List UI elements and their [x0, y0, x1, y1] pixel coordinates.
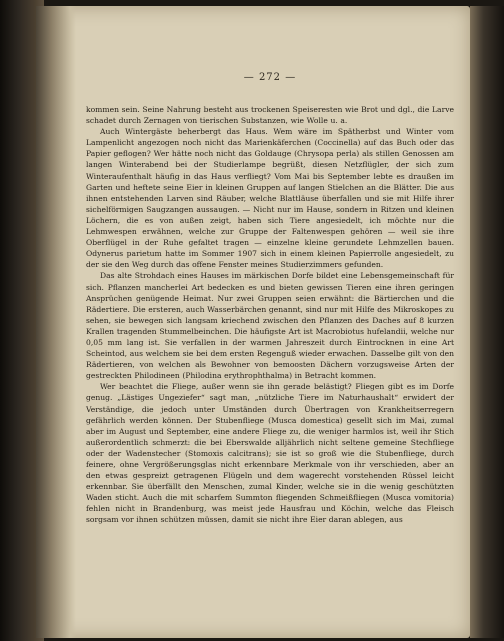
paragraph-3: Das alte Strohdach eines Hauses im märkischen Dorfe bildet eine Lebensgemeinschaft für sich. Pflanzen mancherlei Art bedecken es und bieten gewissen Tieren eine ihren geringen Ansprüchen genügende Heimat. Nur zwei Gruppen seien erwähnt: die Bärtierchen und die Rädertiere. Die ersteren, auch Wasserbärchen genannt, sind nur mit Hilfe des Mikroskopes zu sehen, sie bewegen sich langsam kriechend zwischen den Pflanzen des Daches auf 8 kurzen Krallen tragenden Stummelbeinchen. Die häufigste Art ist Macrobiotus hufelandii, welche nur 0,05 mm lang ist. Sie verfallen in der warmen Jahreszeit durch Eintrocknen in eine Art Scheintod, aus welchem sie bei dem ersten Regenguß wieder erwachen. Dasselbe gilt von den Rädertieren, von welchen als Bewohner von bemoosten Dächern vorzugsweise Arten der gestreckten Philodineen (Philodina erythrophthalma) in Betracht kommen.	[86, 271, 454, 381]
page-number: — 272 —	[243, 72, 297, 83]
book-edge-right	[470, 6, 504, 638]
paragraph-1: kommen sein. Seine Nahrung besteht aus trockenen Speiseresten wie Brot und dgl., die Larve schadet durch Zernagen von tierischen Substanzen, wie Wolle u. a.	[86, 105, 454, 126]
page-body	[86, 104, 454, 526]
paragraph-4: Wer beachtet die Fliege, außer wenn sie ihn gerade belästigt? Fliegen gibt es im Dorfe genug. „Lästiges Ungeziefer“ sagt man, „nützliche Tiere im Naturhaushalt“ erwidert der Verständige, die jedoch unter Umständen durch Übertragen von Krankheitserregern gefährlich werden können. Der Stubenfliege (Musca domestica) gesellt sich im Mai, zumal aber im August und September, eine andere Fliege zu, die weniger harmlos ist, weil ihr Stich außerordentlich schmerzt: die bei Eberswalde alljährlich nicht seltene gemeine Stechfliege oder der Wadenstecher (Stomoxis calcitrans); sie ist so groß wie die Stubenfliege, durch feinere, ohne Vergrößerungsglas nicht erkennbare Merkmale von ihr verschieden, aber an den etwas gespreizt getragenen Flügeln und dem wagerecht vorstehenden Rüssel leicht erkennbar. Sie überfällt den Menschen, zumal Kinder, welche sie in die wenig geschützten Waden sticht. Auch die mit scharfem Summton fliegenden Schmeißfliegen (Musca vomitoria) fehlen nicht in Brandenburg, was meist jede Hausfrau und Köchin, welche das Fleisch sorgsam vor ihnen schützen müssen, damit sie nicht ihre Eier daran ablegen, aus	[86, 382, 454, 525]
paragraph-2: Auch Wintergäste beherbergt das Haus. Wem wäre im Spätherbst und Winter vom Lampenlicht angezogen noch nicht das Marienkäferchen (Coccinella) auf das Buch oder das Papier geflogen? Wer hätte noch nicht das Goldauge (Chrysopa perla) als stillen Genossen am langen Winterabend bei der Studierlampe begrüßt, diesen Netzflügler, der sich zum Winteraufenthalt häufig in das Haus verfliegt? Vom Mai bis September lebte es draußen im Garten und heftete seine Eier in kleinen Gruppen auf langen Stielchen an die Blätter. Die aus ihnen entstehenden Larven sind Räuber, welche Blattläuse überfallen und sie mit Hilfe ihrer sichelförmigen Saugzangen aussaugen. — Nicht nur im Hause, sondern in Ritzen und kleinen Löchern, die es von außen zeigt, haben sich Tiere angesiedelt, ich möchte nur die Lehmwespen erwähnen, welche zur Gruppe der Faltenwespen gehören — weil sie ihre Oberflügel in der Ruhe gefaltet tragen — einzelne kleine gerundete Lehmzellen bauen. Odynerus parietum hatte im Sommer 1907 sich in einem kleinen Papierrolle angesiedelt, zu der sie den Weg durch das offene Fenster meines Studierzimmers gefunden.	[86, 127, 454, 270]
page-gutter	[36, 6, 76, 638]
